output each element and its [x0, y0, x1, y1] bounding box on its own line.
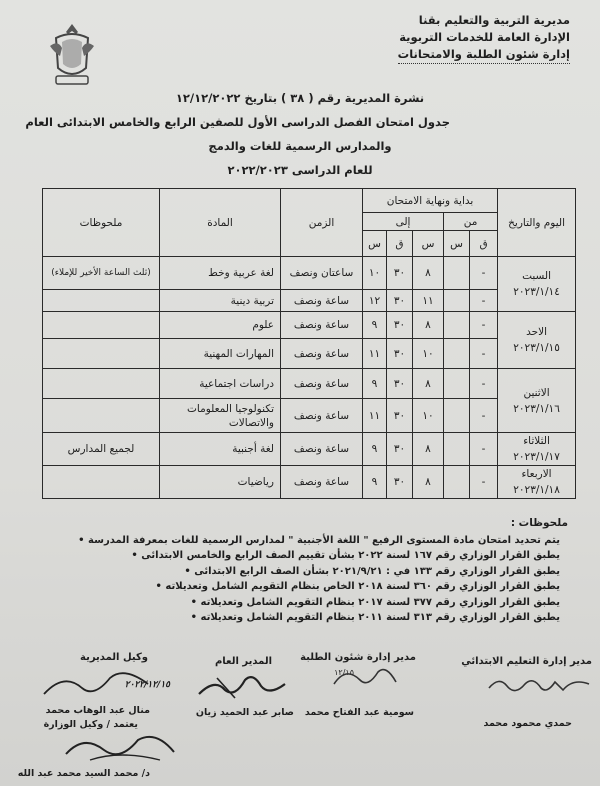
- note-item: يطبق القرار الوزاري رقم ١٦٧ لسنة ٢٠٢٢ بشأن تقييم الصف الرابع والخامس الابتدائى •: [131, 550, 560, 562]
- primary-signature-icon: [485, 670, 595, 700]
- exam-schedule-table: [42, 188, 576, 499]
- row-from-q: -: [470, 399, 498, 433]
- header-notes: ملحوظات: [43, 189, 160, 257]
- row-note: [43, 466, 160, 499]
- notes-list: [40, 533, 560, 625]
- note-item: يطبق القرار الوزاري رقم ٣٦٠ لسنة ٢٠١٨ الخاص بنظام التقويم الشامل وتعديلاته •: [155, 581, 560, 593]
- day-cell: الاربعاء ٢٠٢٣/١/١٨: [498, 466, 576, 499]
- row-from-s-blank: [444, 290, 470, 312]
- table-row: [43, 312, 576, 339]
- title-line-2: والمدارس الرسمية للغات والدمج: [208, 139, 392, 153]
- row-from-q: -: [470, 433, 498, 466]
- note-item: يطبق القرار الوزاري رقم ٣١٣ لسنة ٢٠١١ بنظام التقويم الشامل وتعديلاته •: [190, 612, 560, 624]
- row-to-s: ٩: [363, 369, 387, 399]
- affairs-sign-date: ١٢/١٥: [334, 668, 354, 677]
- row-from-s-blank: [444, 257, 470, 290]
- day-cell: السبت ٢٠٢٣/١/١٤: [498, 257, 576, 312]
- row-to-q: ٣٠: [387, 290, 413, 312]
- row-from-s-blank: [444, 312, 470, 339]
- row-note: لجميع المدارس: [43, 433, 160, 466]
- row-from-s: ١١: [413, 290, 444, 312]
- header-day-date: اليوم والتاريخ: [498, 189, 576, 257]
- row-from-q: -: [470, 339, 498, 369]
- row-subject: تربية دينية: [160, 290, 281, 312]
- row-from-s-blank: [444, 433, 470, 466]
- approve-label: يعتمد / وكيل الوزارة: [43, 719, 138, 730]
- row-to-q: ٣٠: [387, 433, 413, 466]
- row-to-q: ٣٠: [387, 466, 413, 499]
- document-titles: [25, 86, 450, 182]
- title-line-3: للعام الدراسى ٢٠٢٢/٢٠٢٣: [227, 163, 373, 177]
- eagle-emblem-icon: [48, 22, 96, 88]
- row-to-s: ١٢: [363, 290, 387, 312]
- row-from-s: ٨: [413, 312, 444, 339]
- row-from-q: -: [470, 257, 498, 290]
- deputy-signature-icon: [38, 664, 158, 702]
- row-to-q: ٣٠: [387, 257, 413, 290]
- deputy-name: منال عبد الوهاب محمد: [45, 705, 150, 716]
- row-subject: رياضيات: [160, 466, 281, 499]
- table-row: [43, 433, 576, 466]
- table-row: [43, 257, 576, 290]
- row-subject: علوم: [160, 312, 281, 339]
- table-row: [43, 369, 576, 399]
- row-from-s-blank: [444, 466, 470, 499]
- row-note: [43, 312, 160, 339]
- row-from-q: -: [470, 290, 498, 312]
- header-to: إلى: [363, 213, 444, 231]
- note-item: يتم تحديد امتحان مادة المستوى الرفيع " اللغة الأجنبية " لمدارس الرسمية للغات بمعرفة المدرسة •: [78, 535, 560, 546]
- row-note: [43, 339, 160, 369]
- row-to-s: ٩: [363, 312, 387, 339]
- row-note: (ثلث الساعة الأخير للإملاء): [43, 257, 160, 290]
- row-to-q: ٣٠: [387, 399, 413, 433]
- header-line-2: الإدارة العامة للخدمات التربوية: [399, 30, 570, 44]
- note-item: يطبق القرار الوزاري رقم ٣٧٧ لسنة ٢٠١٧ بنظام التقويم الشامل وتعديلاته •: [190, 596, 560, 608]
- row-to-s: ٩: [363, 433, 387, 466]
- day-cell: الاحد ٢٠٢٣/١/١٥: [498, 312, 576, 369]
- row-note: [43, 369, 160, 399]
- affairs-director-name: سومية عبد الفتاح محمد: [304, 707, 414, 718]
- table-row: [43, 466, 576, 499]
- row-from-s: ٨: [413, 433, 444, 466]
- table-row: [43, 339, 576, 369]
- header-from-s2: س: [444, 231, 470, 257]
- row-from-s: ٨: [413, 257, 444, 290]
- minister-signature-icon: [60, 730, 180, 766]
- row-duration: ساعة ونصف: [281, 399, 363, 433]
- header-from-s: س: [413, 231, 444, 257]
- row-from-q: -: [470, 312, 498, 339]
- row-subject: لغة عربية وخط: [160, 257, 281, 290]
- header-from-q: ق: [470, 231, 498, 257]
- row-to-q: ٣٠: [387, 369, 413, 399]
- header-from: من: [444, 213, 498, 231]
- row-subject: لغة أجنبية: [160, 433, 281, 466]
- notes-title: ملحوظات :: [510, 517, 568, 529]
- primary-director-title: مدير إدارة التعليم الابتدائي: [461, 656, 592, 667]
- general-director-title: المدير العام: [214, 656, 272, 667]
- bulletin-number: نشرة المديرية رقم ( ٣٨ ) بتاريخ ١٢/١٢/٢٠٢٢: [175, 91, 425, 105]
- row-from-q: -: [470, 369, 498, 399]
- day-cell: الاثنين ٢٠٢٣/١/١٦: [498, 369, 576, 433]
- row-duration: ساعة ونصف: [281, 339, 363, 369]
- header-to-q: ق: [387, 231, 413, 257]
- row-to-s: ١١: [363, 399, 387, 433]
- deputy-title: وكيل المديرية: [80, 652, 148, 663]
- row-from-s: ١٠: [413, 399, 444, 433]
- row-to-s: ٩: [363, 466, 387, 499]
- row-duration: ساعة ونصف: [281, 369, 363, 399]
- row-to-q: ٣٠: [387, 312, 413, 339]
- row-duration: ساعة ونصف: [281, 312, 363, 339]
- table-row: [43, 290, 576, 312]
- affairs-signature-icon: [330, 662, 410, 692]
- row-subject: دراسات اجتماعية: [160, 369, 281, 399]
- row-from-q: -: [470, 466, 498, 499]
- row-from-s: ١٠: [413, 339, 444, 369]
- row-from-s: ٨: [413, 466, 444, 499]
- row-note: [43, 290, 160, 312]
- header-line-3: إدارة شئون الطلبة والامتحانات: [398, 46, 570, 64]
- row-from-s-blank: [444, 369, 470, 399]
- row-to-q: ٣٠: [387, 339, 413, 369]
- affairs-director-title: مدير إدارة شئون الطلبة: [300, 652, 416, 663]
- row-duration: ساعة ونصف: [281, 466, 363, 499]
- header-to-s: س: [363, 231, 387, 257]
- row-duration: ساعة ونصف: [281, 433, 363, 466]
- row-subject: المهارات المهنية: [160, 339, 281, 369]
- header-line-1: مديرية التربية والتعليم بقنا: [418, 13, 570, 27]
- general-signature-icon: [195, 668, 290, 702]
- day-cell: الثلاثاء ٢٠٢٣/١/١٧: [498, 433, 576, 466]
- primary-director-name: حمدي محمود محمد: [483, 718, 572, 729]
- row-from-s: ٨: [413, 369, 444, 399]
- row-to-s: ١٠: [363, 257, 387, 290]
- row-to-s: ١١: [363, 339, 387, 369]
- header-start-end: بداية ونهاية الامتحان: [363, 189, 498, 213]
- row-from-s-blank: [444, 339, 470, 369]
- general-director-name: صابر عبد الحميد زيان: [195, 707, 294, 718]
- row-note: [43, 399, 160, 433]
- header-duration: الزمن: [281, 189, 363, 257]
- row-from-s-blank: [444, 399, 470, 433]
- row-duration: ساعة ونصف: [281, 290, 363, 312]
- title-line-1: جدول امتحان الفصل الدراسى الأول للصفين الرابع والخامس الابتدائى العام: [25, 115, 450, 129]
- row-subject: تكنولوجيا المعلومات والاتصالات: [160, 399, 281, 433]
- note-item: يطبق القرار الوزاري رقم ١٣٣ في : ٢٠٢١/٩/٢١ بشأن الصف الرابع الابتدائى •: [184, 565, 560, 577]
- deputy-sign-date: ٢٠٢٢/١٢/١٥: [124, 680, 170, 690]
- table-row: [43, 399, 576, 433]
- row-duration: ساعتان ونصف: [281, 257, 363, 290]
- ministry-header: [380, 12, 570, 64]
- header-subject: المادة: [160, 189, 281, 257]
- minister-deputy-name: د/ محمد السيد محمد عبد الله: [17, 768, 150, 779]
